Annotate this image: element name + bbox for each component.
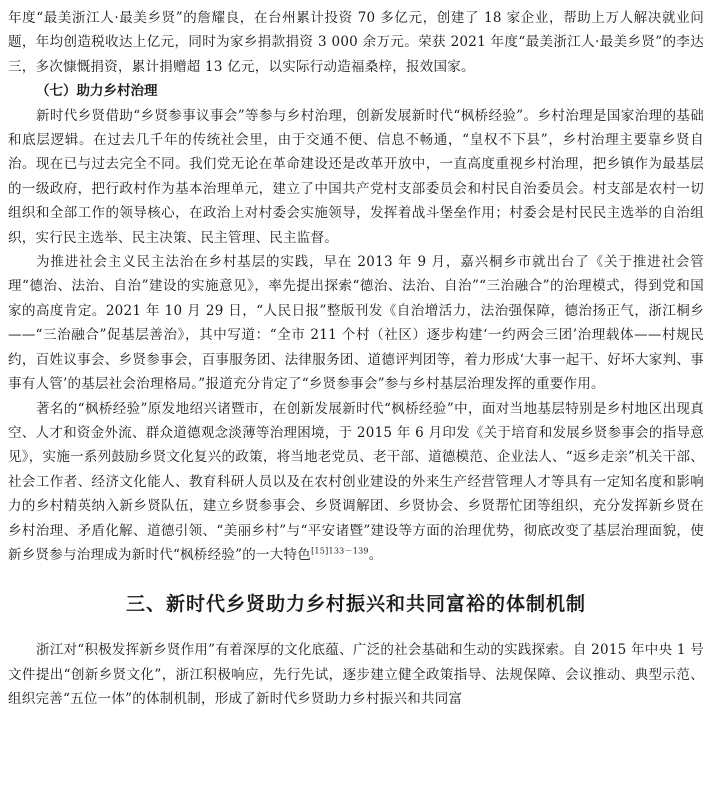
citation-reference: [15]133－139	[311, 546, 369, 556]
subsection-heading: （七）助力乡村治理	[36, 83, 158, 100]
paragraph-fengqiao-end: 。	[368, 546, 383, 563]
paragraph-tongxiang-practice: 为推进社会主义民主法治在乡村基层的实践，早在 2013 年 9 月，嘉兴桐乡市就出台了《关于推进社会管理“德治、法治、自治”建设的实施意见》，率先提出探索“德治、法治、自治”“三治融合”的治理模式，得到党和国家的高度肯定。2021 年 10 月 29 日，“人民日报”整版刊发《自治增活力，法治强保障，德治扬正气，浙江桐乡——“三治融合”促基层善治》，其中写道：“全市 211 个村（社区）逐步构建‘一约两会三团’治理载体——村规民约，百姓议事会、乡贤参事会，百事服务团、法律服务团、道德评判团等，着力形成‘大事一起干、好坏大家判、事事有人管’的基层社会治理格局。”报道充分肯定了“乡贤参事会”参与乡村基层治理发挥的重要作用。	[8, 254, 704, 393]
paragraph-institutional-mechanism: 浙江对“积极发挥新乡贤作用”有着深厚的文化底蕴、广泛的社会基础和生动的实践探索。自 2015 年中央 1 号文件提出“创新乡贤文化”，浙江积极响应，先行先试，逐步建立健全政策指导、法规保障、会议推动、典型示范、组织完善“五位一体”的体制机制，形成了新时代乡贤助力乡村振兴和共同富	[8, 642, 704, 708]
paragraph-fengqiao-text: 著名的“枫桥经验”原发地绍兴诸暨市，在创新发展新时代“枫桥经验”中，面对当地基层特别是乡村地区出现真空、人才和资金外流、群众道德观念淡薄等治理困境，于 2015 年 6 月印发《关于培育和发展乡贤参事会的指导意见》，实施一系列鼓励乡贤文化复兴的政策，将当地老党员、老干部、道德模范、企业法人、“返乡走亲”机关干部、社会工作者、经济文化能人、教育科研人员以及在农村创业建设的外来生产经营管理人才等具有一定知名度和影响力的乡村精英纳入新乡贤队伍，建立乡贤参事会、乡贤调解团、乡贤协会、乡贤帮忙团等组织，充分发挥新乡贤在乡村治理、矛盾化解、道德引领、“美丽乡村”与“平安诸暨”建设等方面的治理优势，彻底改变了基层治理面貌，使新乡贤参与治理成为新时代“枫桥经验”的一大特色	[8, 400, 704, 563]
paragraph-donations: 年度“最美浙江人·最美乡贤”的詹耀良，在台州累计投资 70 多亿元，创建了 18 家企业，帮助上万人解决就业问题，年均创造税收达上亿元，同时为家乡捐款捐资 3 000 余万元。荣获 2021 年度“最美浙江人·最美乡贤”的李达三，多次慷慨捐资，累计捐赠超 13 亿元，以实际行动造福桑梓，报效国家。	[8, 10, 704, 75]
paragraph-rural-governance: 新时代乡贤借助“乡贤参事议事会”等参与乡村治理，创新发展新时代“枫桥经验”。乡村治理是国家治理的基础和底层逻辑。在过去几千年的传统社会里，由于交通不便、信息不畅通，“皇权不下县”，乡村治理主要靠乡贤自治。现在已与过去完全不同。我们党无论在革命建设还是改革开放中，一直高度重视乡村治理，把乡镇作为最基层的一级政府，把行政村作为基本治理单元，建立了中国共产党村支部委员会和村民自治委员会。村支部是农村一切组织和全部工作的领导核心，在政治上对村委会实施领导，发挥着战斗堡垒作用；村委会是村民民主选举的自治组织，实行民主选举、民主决策、民主管理、民主监督。	[8, 107, 704, 246]
document-page	[8, 6, 704, 712]
paragraph-fengqiao-experience	[8, 397, 704, 568]
section-title: 三、新时代乡贤助力乡村振兴和共同富裕的体制机制	[125, 593, 586, 616]
